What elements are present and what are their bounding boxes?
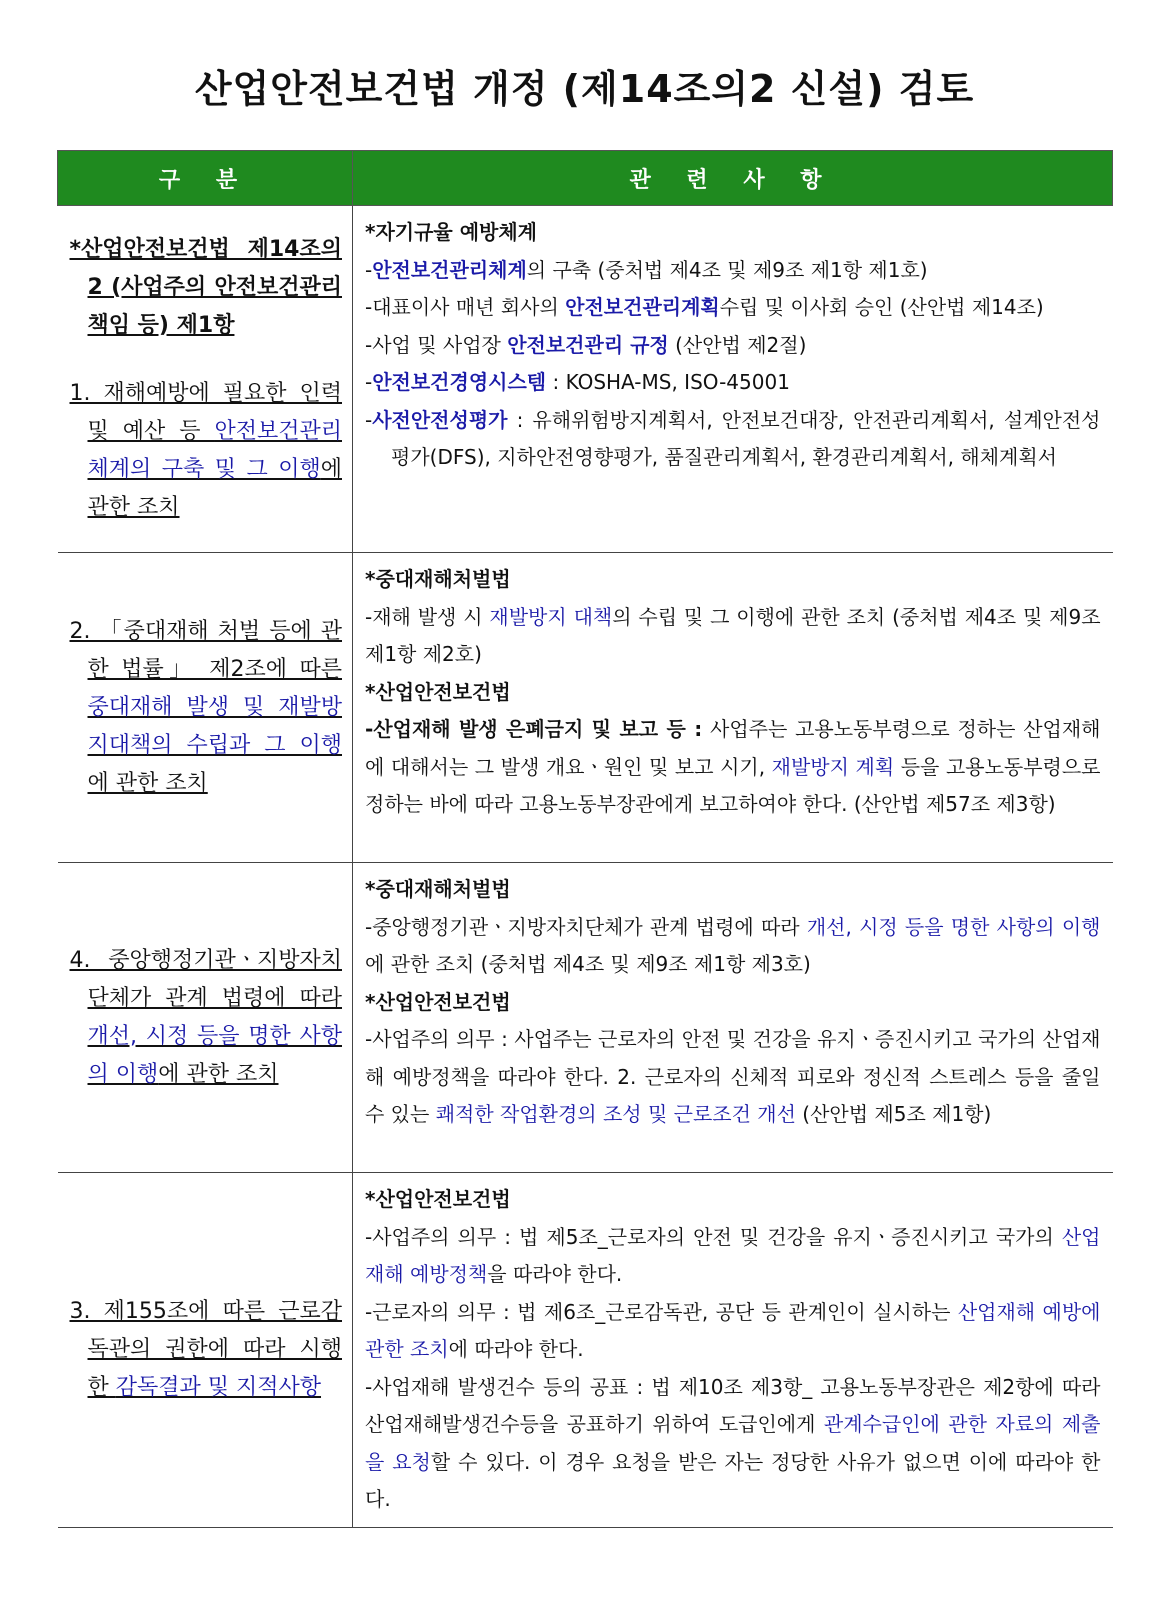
row2-heading2: *산업안전보건법 — [365, 679, 511, 704]
highlight-text: 재발방지 대책 — [489, 604, 613, 629]
row1-line4 — [365, 364, 1101, 402]
highlight-text: 안전보건관리체계 — [372, 257, 527, 282]
row1-details — [353, 206, 1113, 553]
row1-line5 — [365, 402, 1101, 477]
lead-text: -산업재해 발생 은폐금지 및 보고 등 : — [365, 717, 703, 741]
text: -중앙행정기관ㆍ지방자치단체가 관계 법령에 따라 — [365, 914, 807, 939]
row2-left-item — [70, 613, 343, 803]
text: 3. 제155조에 따른 근로감독관의 권한에 따라 시행한 — [69, 1298, 342, 1400]
row4-line2 — [365, 1294, 1101, 1369]
row4-heading: *산업안전보건법 — [365, 1187, 511, 1211]
row2-category — [58, 553, 353, 863]
text: 수립 및 이사회 승인 (산안법 제14조) — [719, 295, 1044, 319]
text: -근로자의 의무 : 법 제6조_근로감독관, 공단 등 관계인이 실시하는 — [365, 1299, 958, 1324]
row1-category — [58, 206, 353, 553]
row3-heading2: *산업안전보건법 — [365, 989, 511, 1014]
highlight-text: 개선, 시정 등을 명한 사항의 이행 — [806, 914, 1101, 939]
row1-line1 — [365, 252, 1101, 290]
text: 에 관한 조치 — [87, 770, 208, 796]
row3-details — [353, 863, 1113, 1173]
highlight-text: 안전보건경영시스템 — [372, 370, 547, 394]
text: 에 관한 조치 — [158, 1061, 279, 1087]
text: -사업 및 사업장 — [365, 332, 508, 357]
text: 2. 「중대재해 처벌 등에 관한 법률」 제2조에 따른 — [69, 618, 342, 682]
text: - — [365, 370, 373, 394]
row2-heading1: *중대재해처벌법 — [365, 567, 511, 591]
text: - — [365, 257, 373, 282]
text: 4. 중앙행정기관ㆍ지방자치단체가 관계 법령에 따라 — [69, 947, 342, 1011]
text: -재해 발생 시 — [365, 604, 490, 629]
row1-left-item — [70, 375, 343, 527]
text: : 유해위험방지계획서, 안전보건대장, 안전관리계획서, 설계안전성평가(DFS), 지하안전영향평가, 품질관리계획서, 환경관리계획서, 해체계획서 — [391, 407, 1101, 469]
text: -사업주의 의무 : 사업주는 근로자의 안전 및 건강을 유지ㆍ증진시키고 국가의 산업재해 예방정책을 따라야 한다. 2. 근로자의 신체적 피로와 정신적 스트레스 등을 줄일 수 있는 — [365, 1027, 1101, 1126]
row4-line3 — [365, 1369, 1101, 1519]
review-table — [57, 150, 1113, 1528]
row3-heading1: *중대재해처벌법 — [365, 877, 511, 901]
text: 등을 고용노동부령으로 정하는 바에 따라 고용노동부장관에게 보고하여야 한다. (산안법 제57조 제3항) — [365, 754, 1101, 816]
highlight-text: 개선, 시정 등을 명한 사항의 이행 — [87, 1023, 342, 1087]
text: 할 수 있다. 이 경우 요청을 받은 자는 정당한 사유가 없으면 이에 따라야 한다. — [365, 1449, 1101, 1511]
text: -대표이사 매년 회사의 — [365, 295, 566, 319]
row4-details — [353, 1173, 1113, 1528]
text: 에 관한 조치 (중처법 제4조 및 제9조 제1항 제3호) — [365, 952, 811, 976]
text: 을 따라야 한다. — [487, 1262, 623, 1286]
header-category: 구 분 — [58, 151, 353, 206]
text: 에 관한 조치 — [87, 457, 342, 520]
row4-left-item — [70, 1293, 343, 1407]
table-row — [58, 863, 1113, 1173]
header-related: 관 련 사 항 — [353, 151, 1113, 206]
highlight-text: 쾌적한 작업환경의 조성 및 근로조건 개선 — [435, 1102, 796, 1126]
table-row — [58, 553, 1113, 863]
highlight-text: 안전보건관리계획 — [565, 295, 720, 319]
highlight-text: 산업재해 예방정책 — [365, 1224, 1101, 1286]
highlight-text: 재발방지 계획 — [771, 754, 895, 779]
row1-line3 — [365, 327, 1101, 365]
row1-left-heading: *산업안전보건법 제14조의 2 (사업주의 안전보건관리 책임 등) 제1항 — [69, 237, 342, 338]
row3-line2 — [365, 1021, 1101, 1134]
row3-left-item — [70, 942, 343, 1094]
highlight-text: 감독결과 및 지적사항 — [115, 1374, 322, 1400]
text: 에 따라야 한다. — [448, 1337, 584, 1361]
table-row — [58, 1173, 1113, 1528]
row3-category — [58, 863, 353, 1173]
text: 사업주는 고용노동부령으로 정하는 산업재해에 대해서는 그 발생 개요ㆍ원인 및 보고 시기, — [365, 717, 1101, 779]
highlight-text: 안전보건관리 규정 — [507, 332, 669, 357]
row1-line2 — [365, 289, 1101, 327]
row4-category — [58, 1173, 353, 1528]
page-title: 산업안전보건법 개정 (제14조의2 신설) 검토 — [194, 67, 975, 111]
row2-line2 — [365, 711, 1101, 824]
row4-line1 — [365, 1219, 1101, 1294]
row1-heading: *자기규율 예방체계 — [365, 220, 537, 244]
text: (산안법 제2절) — [668, 332, 807, 357]
table-header-row — [58, 151, 1113, 206]
text: 의 구축 (중처법 제4조 및 제9조 제1항 제1호) — [526, 257, 928, 282]
highlight-text: 관계수급인에 관한 자료의 제출을 요청 — [365, 1412, 1101, 1474]
text: 의 수립 및 그 이행에 관한 조치 (중처법 제4조 및 제9조 제1항 제2호) — [365, 604, 1101, 666]
text: (산안법 제5조 제1항) — [795, 1102, 992, 1126]
text: -사업재해 발생건수 등의 공표 : 법 제10조 제3항_ 고용노동부장관은 제2항에 따라 산업재해발생건수등을 공표하기 위하여 도급인에게 — [365, 1374, 1101, 1436]
row3-line1 — [365, 909, 1101, 984]
highlight-text: 중대재해 발생 및 재발방지대책의 수립과 그 이행 — [87, 694, 342, 758]
text: : KOSHA-MS, ISO-45001 — [546, 370, 790, 394]
text: - — [365, 407, 373, 432]
row2-details — [353, 553, 1113, 863]
row2-line1 — [365, 599, 1101, 674]
highlight-text: 안전보건관리 체계의 구축 및 그 이행 — [87, 419, 342, 482]
text: -사업주의 의무 : 법 제5조_근로자의 안전 및 건강을 유지ㆍ증진시키고 국가의 — [365, 1224, 1062, 1249]
highlight-text: 사전안전성평가 — [372, 407, 508, 432]
table-row — [58, 206, 1113, 553]
text: 1. 재해예방에 필요한 인력 및 예산 등 — [69, 381, 342, 444]
highlight-text: 산업재해 예방에 관한 조치 — [365, 1299, 1101, 1361]
